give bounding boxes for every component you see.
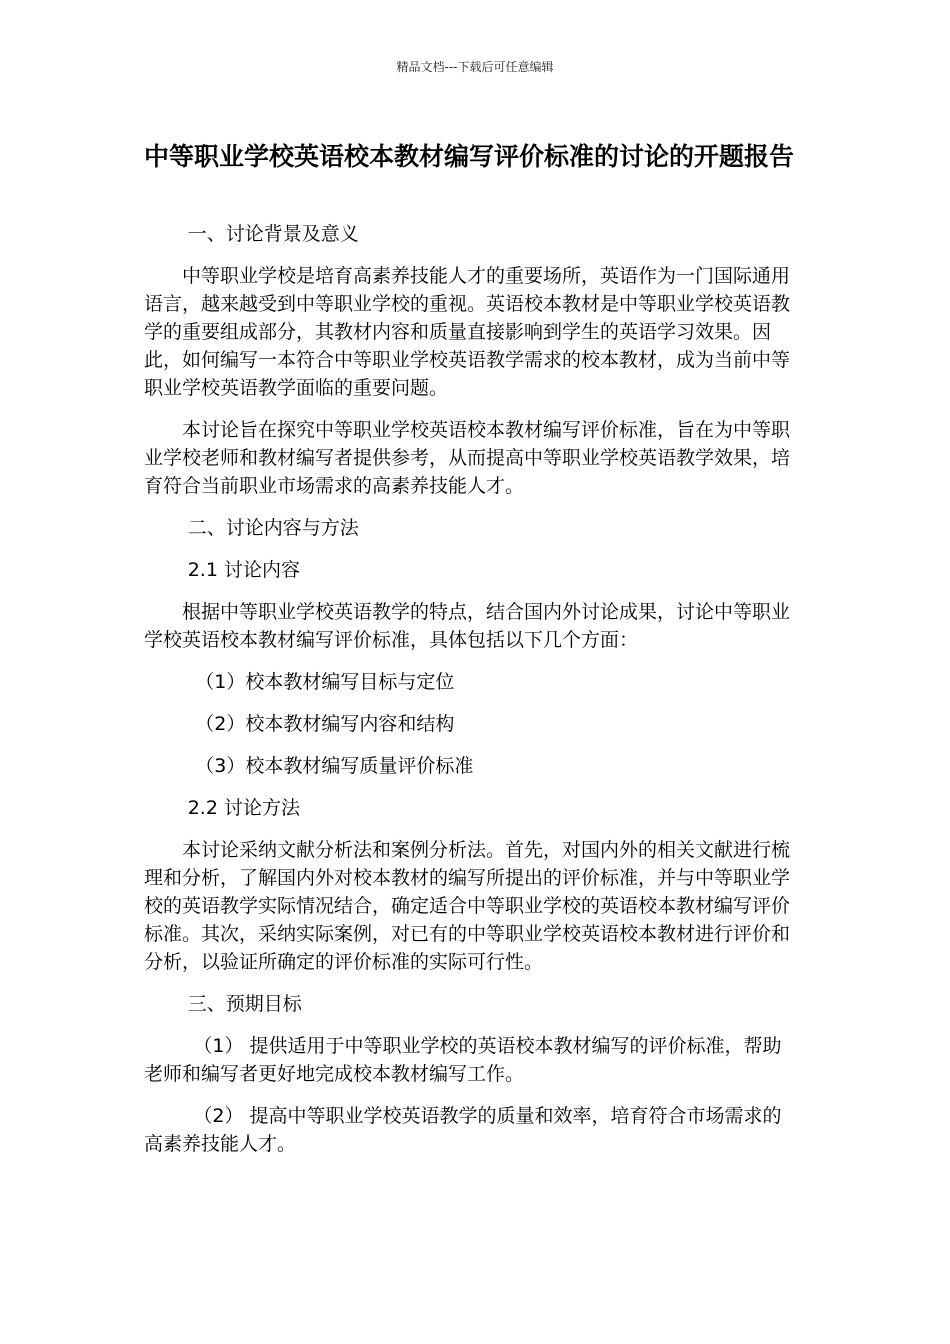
section-heading-3: 三、预期目标 (187, 993, 302, 1015)
list-item: （1）校本教材编写目标与定位 (195, 671, 455, 693)
header-note: 精品文档---下载后可任意编辑 (396, 60, 554, 74)
list-item: （3）校本教材编写质量评价标准 (195, 755, 474, 777)
subsection-heading-2-2: 2.2 讨论方法 (187, 797, 300, 819)
paragraph: 根据中等职业学校英语教学的特点，结合国内外讨论成果，讨论中等职业学校英语校本教材编写评价标准，具体包括以下几个方面： (144, 601, 791, 651)
document-body (144, 134, 794, 1172)
list-item: （2）校本教材编写内容和结构 (195, 713, 455, 735)
paragraph: 本讨论旨在探究中等职业学校英语校本教材编写评价标准，旨在为中等职业学校老师和教材编写者提供参考，从而提高中等职业学校英语教学效果，培育符合当前职业市场需求的高素养技能人才。 (144, 419, 791, 497)
goal-item: （1） 提供适用于中等职业学校的英语校本教材编写的评价标准，帮助老师和编写者更好地完成校本教材编写工作。 (144, 1035, 782, 1085)
section-heading-1: 一、讨论背景及意义 (187, 223, 359, 245)
subsection-heading-2-1: 2.1 讨论内容 (187, 559, 300, 581)
paragraph: 中等职业学校是培育高素养技能人才的重要场所，英语作为一门国际通用语言，越来越受到中等职业学校的重视。英语校本教材是中等职业学校英语教学的重要组成部分，其教材内容和质量直接影响到学生的英语学习效果。因此，如何编写一本符合中等职业学校英语教学需求的校本教材，成为当前中等职业学校英语教学面临的重要问题。 (144, 265, 791, 399)
document-title: 中等职业学校英语校本教材编写评价标准的讨论的开题报告 (144, 142, 795, 171)
goal-item: （2） 提高中等职业学校英语教学的质量和效率，培育符合市场需求的高素养技能人才。 (144, 1105, 782, 1155)
paragraph: 本讨论采纳文献分析法和案例分析法。首先，对国内外的相关文献进行梳理和分析，了解国内外对校本教材的编写所提出的评价标准，并与中等职业学校的英语教学实际情况结合，确定适合中等职业学校的英语校本教材编写评价标准。其次，采纳实际案例，对已有的中等职业学校英语校本教材进行评价和分析，以验证所确定的评价标准的实际可行性。 (144, 839, 791, 973)
section-heading-2: 二、讨论内容与方法 (187, 517, 359, 539)
